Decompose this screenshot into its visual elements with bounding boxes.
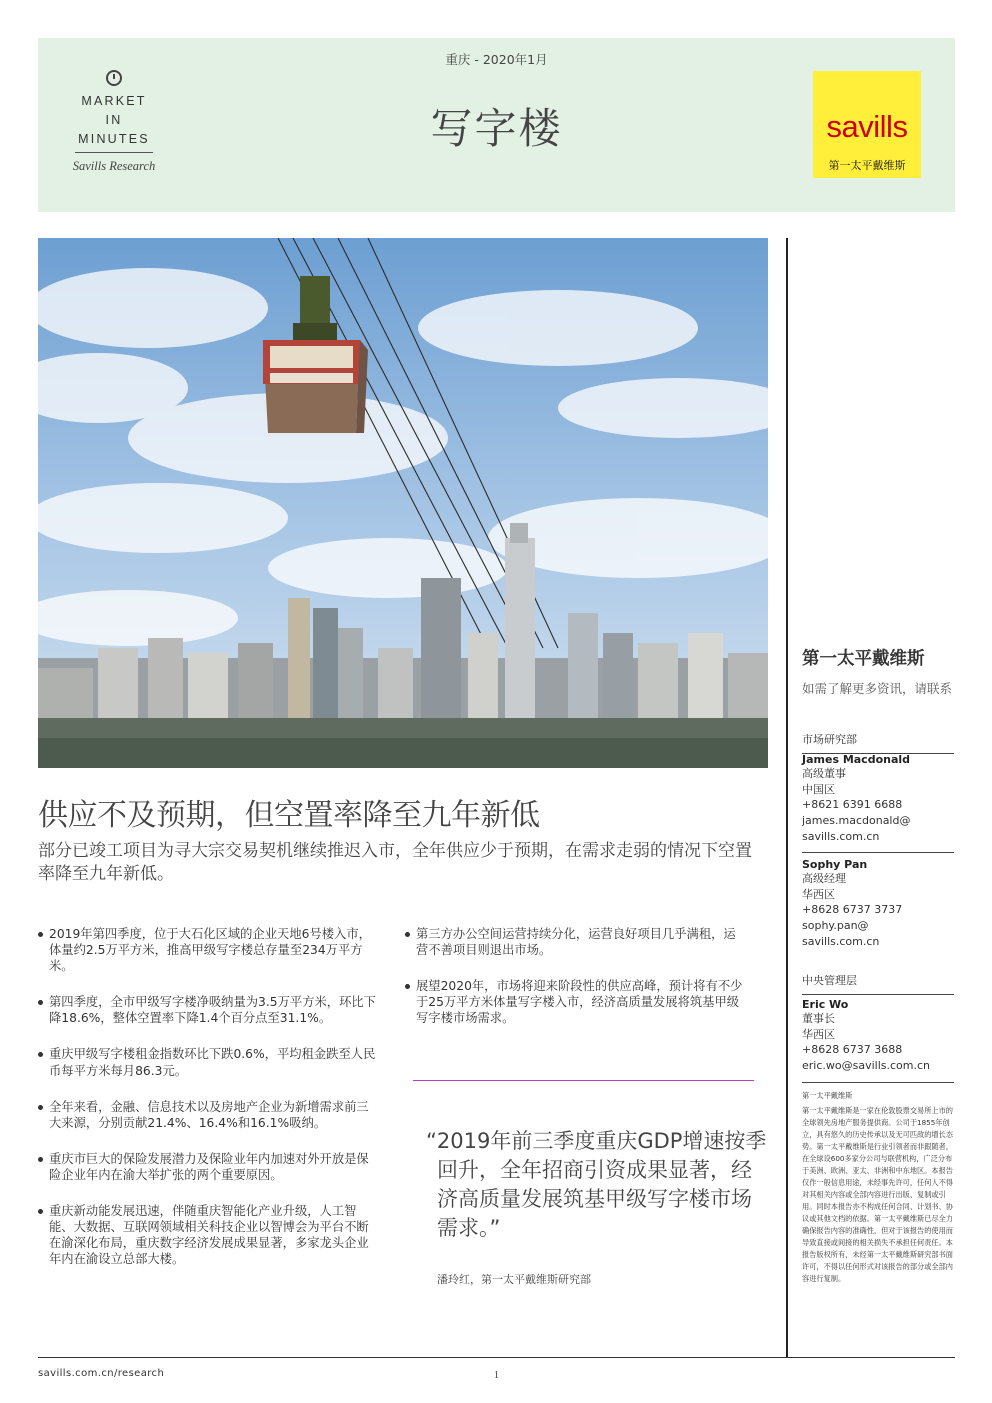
contact-email-domain[interactable]: savills.com.cn bbox=[802, 829, 880, 843]
report-date: 重庆 - 2020年1月 bbox=[445, 52, 548, 67]
about-text: 第一太平戴维斯是一家在伦敦股票交易所上市的全球领先房地产服务提供商。公司于1855年创立，具有悠久的历史传承以及无可匹敌的增长态势。第一太平戴维斯是行业引领者而非跟随者，在全球设600多家分公司与联营机构，广泛分布于美洲、欧洲、亚太、非洲和中东地区。本报告仅作一般信息用途，未经事先许可，任何人不得对其相关内容或全部内容进行出版、复制或引用。同时本报告亦不构成任何合同、计划书、协议或其他文档的依据。第一太平戴维斯已尽全力确保报告内容的准确性，但对于该报告的使用而导致直接或间接的相关损失不承担任何责任。本报告版权所有，未经第一太平戴维斯研究部书面许可，不得以任何形式对该报告的部分或全部内容进行复制。 bbox=[802, 1106, 953, 1283]
contact-email[interactable]: eric.wo@savills.com.cn bbox=[802, 1059, 931, 1073]
bullet-list-left bbox=[38, 926, 380, 1267]
contact-title: 董事长 bbox=[802, 1012, 835, 1025]
bullet-item: 第三方办公空间运营持续分化，运营良好项目几乎满租，运营不善项目则退出市场。 bbox=[405, 926, 747, 958]
contact-region: 华西区 bbox=[802, 887, 835, 901]
clock-icon bbox=[106, 70, 122, 86]
contact-email-domain[interactable]: savills.com.cn bbox=[802, 934, 880, 948]
contact-name: James Macdonald bbox=[802, 753, 911, 766]
contact-phone[interactable]: +8628 6737 3737 bbox=[802, 903, 903, 917]
cable-car-photo bbox=[38, 238, 768, 768]
about-divider bbox=[802, 1082, 954, 1083]
contact-james-macdonald bbox=[802, 753, 954, 845]
sidebar-intro: 如需了解更多资讯，请联系 bbox=[802, 681, 953, 696]
contact-region: 中国区 bbox=[802, 782, 835, 796]
contact-region: 华西区 bbox=[802, 1027, 835, 1041]
article-lead: 部分已竣工项目为寻大宗交易契机继续推迟入市，全年供应少于预期，在需求走弱的情况下空置率降至九年新低。 bbox=[38, 841, 752, 884]
contact-sophy-pan bbox=[802, 858, 954, 950]
section-central-management: 中央管理层 bbox=[802, 972, 954, 995]
brand-line-market: MARKET bbox=[81, 94, 147, 108]
savills-logo[interactable] bbox=[813, 71, 921, 178]
contact-email[interactable]: james.macdonald@ bbox=[802, 814, 911, 828]
bullet-item: 展望2020年，市场将迎来阶段性的供应高峰，预计将有不少于25万平方米体量写字楼入市，经济高质量发展将筑基甲级写字楼市场需求。 bbox=[405, 978, 747, 1026]
contact-phone[interactable]: +8628 6737 3688 bbox=[802, 1043, 903, 1057]
bullet-item: 第四季度，全市甲级写字楼净吸纳量为3.5万平方米，环比下降18.6%，整体空置率下降1.4个百分点至31.1%。 bbox=[38, 994, 380, 1026]
about-title: 第一太平戴维斯 bbox=[802, 1091, 853, 1100]
contact-divider bbox=[802, 852, 954, 853]
bullet-item: 2019年第四季度，位于大石化区域的企业天地6号楼入市，体量约2.5万平方米，推高甲级写字楼总存量至234万平方米。 bbox=[38, 926, 380, 974]
brand-line-minutes: MINUTES bbox=[78, 132, 150, 146]
bullet-item: 重庆市巨大的保险发展潜力及保险业年内加速对外开放是保险企业年内在渝大举扩张的两个重要原因。 bbox=[38, 1151, 380, 1183]
contact-title: 高级经理 bbox=[802, 872, 846, 885]
page-title: 写字楼 bbox=[430, 104, 563, 153]
bullet-item: 重庆甲级写字楼租金指数环比下跌0.6%，平均租金跌至人民币每平方米每月86.3元。 bbox=[38, 1046, 380, 1078]
pull-quote: “2019年前三季度重庆GDP增速按季回升，全年招商引资成果显著，经济高质量发展筑基甲级写字楼市场需求。” bbox=[426, 1129, 767, 1240]
sidebar-title: 第一太平戴维斯 bbox=[802, 649, 925, 669]
footer-url[interactable]: savills.com.cn/research bbox=[38, 1368, 165, 1379]
contact-name: Sophy Pan bbox=[802, 858, 868, 871]
section-market-research: 市场研究部 bbox=[802, 731, 954, 754]
footer-rule bbox=[38, 1357, 955, 1358]
contact-name: Eric Wo bbox=[802, 998, 849, 1011]
sidebar-divider bbox=[786, 238, 788, 1358]
quote-divider bbox=[413, 1080, 754, 1081]
brand-line-in: IN bbox=[105, 113, 123, 127]
article-headline: 供应不及预期，但空置率降至九年新低 bbox=[38, 798, 540, 833]
contact-phone[interactable]: +8621 6391 6688 bbox=[802, 798, 903, 812]
contact-eric-wo bbox=[802, 998, 954, 1074]
contact-email[interactable]: sophy.pan@ bbox=[802, 919, 869, 933]
bullet-list-right bbox=[405, 926, 747, 1026]
quote-attribution: 潘玲红，第一太平戴维斯研究部 bbox=[437, 1273, 591, 1286]
logo-text: savills bbox=[826, 109, 908, 144]
contact-title: 高级董事 bbox=[802, 767, 846, 780]
logo-subtext: 第一太平戴维斯 bbox=[828, 159, 906, 172]
header-banner bbox=[38, 38, 955, 212]
savills-research-label: Savills Research bbox=[72, 159, 156, 173]
bullet-item: 全年来看，金融、信息技术以及房地产企业为新增需求前三大来源，分别贡献21.4%、16.4%和16.1%吸纳。 bbox=[38, 1099, 380, 1131]
bullet-item: 重庆新动能发展迅速，伴随重庆智能化产业升级，人工智能、大数据、互联网领域相关科技企业以智博会为平台不断在渝深化布局，重庆数字经济发展成果显著，多家龙头企业年内在渝设立总部大楼。 bbox=[38, 1203, 380, 1267]
page-number: 1 bbox=[494, 1370, 499, 1381]
